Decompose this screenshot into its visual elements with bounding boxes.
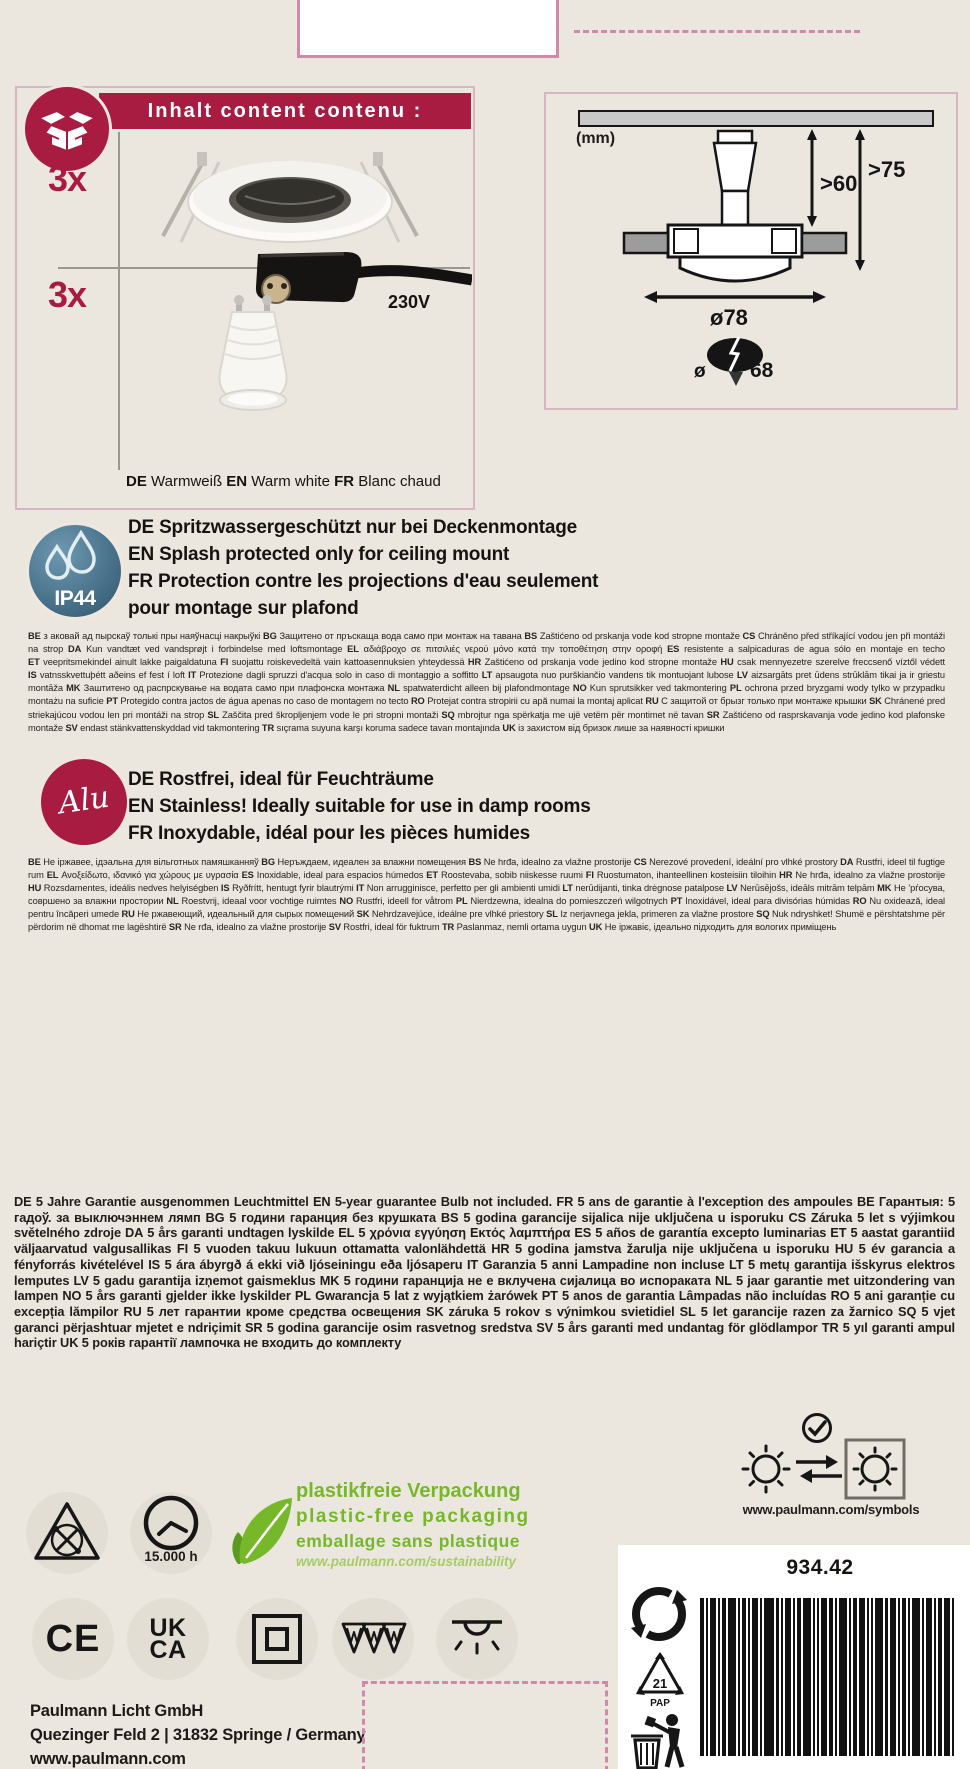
company-name: Paulmann Licht GmbH [30,1702,204,1720]
sustainability-url: www.paulmann.com/sustainability [296,1554,517,1569]
voltage-label: 230V [388,292,431,312]
recess-depth-label: >60 [820,171,858,196]
alu-line-en: EN Stainless! Ideally suitable for use in damp rooms [128,796,591,817]
green-dot-icon [628,1583,690,1645]
ip44-line-fr: FR Protection contre les projections d'eau seulement [128,571,599,592]
alu-label: Alu [56,779,112,822]
ip44-label: IP44 [54,587,96,610]
recycling-material: PAP [650,1698,670,1709]
garland-icon [332,1598,414,1680]
diameter-label: ø78 [710,305,748,330]
quantity-spot-label: 3x [48,158,87,199]
quantity-bulb-label: 3x [48,274,87,315]
leaf-icon [226,1490,298,1574]
ip44-fine-print: BE з аковай ад пырскаў толькі пры наяўнасці накрыўкі BG Защитено от пръскаща вода само при монтаж на тавана BS Zaštićeno od prskanja vode kod stropne montaže CS Chráněno před stříkající vodou jen při montáži na strop DA Kun vandtæt ved vandsprøjt i forbindelse med loftsmontage EL αδιάβροχο σε πιτσιλιές νερού μόνο κατά την τοποθέτηση στην οροφή ES resistente a salpicaduras de agua sólo en montaje en techo ET veepritsmekindel ainult lakke paigaldatuna FI suojattu roiskevedeltä vain kattoasennuksien yhteydessä HR Zaštićeno od prskanja vode jedino kod stropne montaže HU csak mennyezetre szerelve freccsenő víztől védett IS vatnsskvettuþétt aðeins ef fest í loft IT Protezione dagli spruzzi d'acqua solo in caso di montaggio a soffitto LT apsaugota nuo purškiančio vandens tik montuojant lubose LV aizsargāts pret ūdens strūklām tikai ja ir griestu montāža MK Заштитено од распрскување на водата само при плафонска монтажа NL spatwaterdicht alleen bij plafondmontage NO Kun sprutsikker ved takmontering PL ochrona przed bryzgami wody tylko w przypadku montażu na suficie PT Protegido contra jactos de água apenas no caso de montagem no tecto RO Protejat contra stropirii cu apă numai la montaj aplicat RU С защитой от брызг только при монтаже крышки SK Chránené pred striekajúcou vodou len pri montáži na strop SL Zaščita pred škropljenjem vode le pri stropni montaži SQ mbrojtur nga spërkatja me ujë vetëm për montimet në tavan SR Zaštićeno od rasprskavanja vode jedino kod plafonske montaže SV endast stänkvattenskyddad vid takmontering TR sıçrama suyuna karşı koruma sadece tavan montajında UK із захистом від бризок лише за наявності кришки [28,631,946,733]
ip44-badge [26,522,124,620]
gu10-bulb-image [198,294,308,434]
die-cut-tab [297,0,559,58]
install-depth-label: >75 [868,157,906,182]
crossed-tools-triangle-bg [26,1492,108,1574]
ce-mark: CE [45,1617,101,1660]
garland-bg [332,1598,414,1680]
die-cut-notch [362,1681,608,1769]
class2-insulation-bg [236,1598,318,1680]
crossed-tools-triangle-icon [26,1492,108,1574]
ceiling-lamp-icon [436,1598,518,1680]
alu-line-de: DE Rostfrei, ideal für Feuchträume [128,769,434,790]
die-cut-dashed-line [574,30,860,33]
drill-diameter-prefix: ø [694,361,706,382]
company-website: www.paulmann.com [30,1750,186,1768]
lamp-lifetime-label: 15.000 h [144,1549,198,1564]
recessed-frame-image [125,140,455,262]
ukca-mark-top: UK [149,1614,187,1642]
ip44-line-de: DE Spritzwassergeschützt nur bei Deckenmontage [128,517,578,538]
color-temperature-caption: DE Warmweiß EN Warm white FR Blanc chaud [126,473,441,490]
recycling-code: 21 [652,1676,668,1691]
alu-line-fr: FR Inoxydable, idéal pour les pièces humides [128,823,530,844]
alu-fine-print: BE Не іржавее, ідэальна для вільготных памяшканняў BG Неръждаем, идеален за влажни помещения BS Ne hrđa, idealno za vlažne prostorije CS Nerezové provedení, ideální pro vlhké prostory DA Rustfri, ideel til fugtige rum EL Ανοξείδωτο, ιδανικό για χώρους με υγρασία ES Inoxidable, ideal para espacios húmedos ET Roostevaba, sobib niiskesse ruumi FI Ruostumaton, ihanteellinen kosteisiin tiloihin HR Ne hrđa, idealno za vlažne prostorije HU Rozsdamentes, ideális nedves helyiségben IS Ryðfrítt, hentugt fyrir blautrými IT Non arrugginisce, perfetto per gli ambienti umidi LT nerūdijanti, tinka drėgnose patalpose LV Nerūsējošs, ideāls mitrām telpām MK Не ’рѓосува, совршено за влажни простории NL Roestvrij, ideaal voor vochtige ruimtes NO Rustfri, ideell for våtrom PL Nierdzewna, idealna do pomieszczeń wilgotnych PT Inoxidável, ideal para divisórias húmidas RO Nu oxidează, ideal pentru încăperi umede RU Не ржавеющий, идеальный для сырых помещений SK Nehrdzavejúce, ideálne pre vlhké priestory SL Iz nerjavnega jekla, primeren za vlažne prostore SQ Nuk ndryshket! Shumë e përshtatshme për përdorim në dhomat me lagështirë SR Ne rđa, idealno za vlažne prostorije SV Rostfri, ideal för fuktrum TR Paslanmaz, nemli ortama uygun UK Не іржавіє, ідеально підходить для вологих приміщень [28,857,946,933]
barcode [700,1598,956,1756]
plastic-free-line-fr: emballage sans plastique [296,1531,521,1551]
recycling-code-icon [632,1650,688,1710]
class2-insulation-icon [236,1598,318,1680]
unit-label: (mm) [576,130,616,147]
contents-header: Inhalt content contenu : [99,93,471,129]
tidy-man-disposal-icon [626,1712,694,1769]
fixture-dimension-diagram [554,127,944,397]
company-address: Quezinger Feld 2 | 31832 Springe / Germany [30,1726,366,1744]
guarantee-text: DE 5 Jahre Garantie ausgenommen Leuchtmittel EN 5-year guarantee Bulb not included. FR 5 ans de garantie à l'exception des ampoules BE Гарантыя: 5 гадоў. за выключэннем лямп BG 5 години гаранция без крушката BS 5 godina garancije sijalica nije uključena u isporuku CS Záruka 5 let s výjimkou světelného zdroje DA 5 års garanti undtagen lyskilde EL 5 χρόνια εγγύηση Εκτός λαμπτήρα ES 5 años de garantía excepto luminarias ET 5 aastat garantiid väljaarvatud valgusallikas FI 5 vuoden takuu lukuun ottamatta valonlähdettä HR 5 godina jamstva žarulja nije uključena u isporuku HU 5 év garancia a fényforrás kivételével IS 5 ára ábyrgð á ekki við ljóseiningu eða ljósaperu IT Garanzia 5 anni Lampadine non incluse LT 5 metų garantija išskyrus elektros lemputes LV 5 gadu garantija izņemot gaismeklus MK 5 години гаранција не е вклучена сијалица во испораката NL 5 jaar garantie met uitzondering van lampen NO 5 års garanti gjelder ikke lyskilder PL Gwarancja 5 lat z wyjątkiem żarówek PT 5 anos de garantia Lâmpadas não incluídas RO 5 ani garanție cu excepția lămpilor RU 5 лет гарантии кроме средства освещения SK záruka 5 rokov s výnimkou svietidiel SL 5 let garancije razen za žarnico SQ 5 vjet garanci përjashtuar mjetet e ndriçimit SR 5 godina garancije osim rasvetnog sredstva SV 5 års garanti med undantag för glödlampor TR 5 yıl garanti ampul hariçtir UK 5 років гарантії лампочка не входить до комплекту [14,1194,956,1351]
drill-diameter-label: 68 [750,359,774,382]
ukca-mark-bg [127,1598,209,1680]
ce-mark-bg [32,1598,114,1680]
plastic-free-line-en: plastic-free packaging [296,1506,530,1527]
plastic-free-line-de: plastikfreie Verpackung [296,1480,521,1502]
ceiling-bar-graphic [578,110,934,127]
lamp-replaceable-icon [738,1436,908,1502]
ip44-line-fr2: pour montage sur plafond [128,598,359,619]
symbols-url: www.paulmann.com/symbols [742,1502,920,1517]
ceiling-lamp-bg [436,1598,518,1680]
water-drops-icon [29,527,115,587]
contents-grid-vline [118,132,120,470]
ukca-mark-bottom: CA [149,1636,187,1664]
alu-badge [38,756,130,848]
item-number: 934.42 [786,1556,854,1579]
ip44-line-en: EN Splash protected only for ceiling mount [128,544,510,565]
